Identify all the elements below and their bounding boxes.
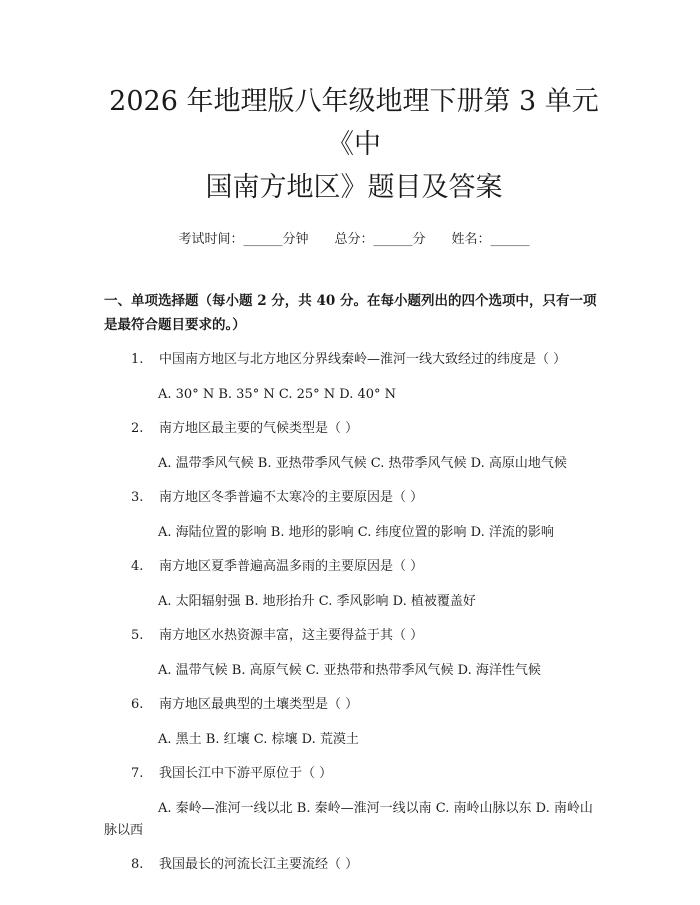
question-options: A. 30° N B. 35° N C. 25° N D. 40° N <box>158 387 397 402</box>
title-line-1: 2026 年地理版八年级地理下册第 3 单元《中 <box>109 86 599 160</box>
question-text <box>104 854 604 876</box>
question-options: A. 海陆位置的影响 B. 地形的影响 C. 纬度位置的影响 D. 洋流的影响 <box>158 525 554 540</box>
question-number: 2. <box>131 421 144 436</box>
question-2 <box>104 418 604 475</box>
document-title <box>104 0 604 209</box>
question-stem: 南方地区夏季普遍高温多雨的主要原因是（ ） <box>159 559 424 574</box>
exam-meta: 考试时间：______分钟 总分：______分 姓名：______ <box>178 232 530 247</box>
question-text <box>104 487 604 509</box>
question-stem: 南方地区水热资源丰富，这主要得益于其（ ） <box>159 628 424 643</box>
question-stem: 南方地区最典型的土壤类型是（ ） <box>159 697 359 712</box>
question-number: 3. <box>131 490 144 505</box>
question-stem: 南方地区冬季普遍不太寒冷的主要原因是（ ） <box>159 490 424 505</box>
section-title: 一、单项选择题（每小题 2 分，共 40 分。在每小题列出的四个选项中，只有一项是最符合题目要求的。） <box>104 293 597 333</box>
question-5 <box>104 625 604 682</box>
question-options: A. 温带季风气候 B. 亚热带季风气候 C. 热带季风气候 D. 高原山地气候 <box>158 456 567 471</box>
question-8 <box>104 854 604 876</box>
question-number: 4. <box>131 559 144 574</box>
title-line-2: 国南方地区》题目及答案 <box>205 172 503 203</box>
question-number: 6. <box>131 697 144 712</box>
question-7 <box>104 763 604 842</box>
question-stem: 我国长江中下游平原位于（ ） <box>159 766 333 781</box>
question-text <box>104 694 604 716</box>
question-options: A. 太阳辐射强 B. 地形抬升 C. 季风影响 D. 植被覆盖好 <box>158 594 476 609</box>
question-options: A. 秦岭—淮河一线以北 B. 秦岭—淮河一线以南 C. 南岭山脉以东 D. 南岭山脉以西 <box>104 801 593 838</box>
question-number: 8. <box>131 857 144 872</box>
question-text <box>104 763 604 785</box>
question-options: A. 黑土 B. 红壤 C. 棕壤 D. 荒漠土 <box>158 732 359 747</box>
question-number: 5. <box>131 628 144 643</box>
question-number: 7. <box>131 766 144 781</box>
question-text <box>104 349 604 371</box>
question-stem: 我国最长的河流长江主要流经（ ） <box>159 857 359 872</box>
question-6 <box>104 694 604 751</box>
question-text <box>104 625 604 647</box>
question-text <box>104 556 604 578</box>
question-stem: 中国南方地区与北方地区分界线秦岭—淮河一线大致经过的纬度是（ ） <box>159 352 567 367</box>
question-text <box>104 418 604 440</box>
question-1 <box>104 349 604 406</box>
question-options: A. 温带气候 B. 高原气候 C. 亚热带和热带季风气候 D. 海洋性气候 <box>158 663 541 678</box>
question-3 <box>104 487 604 544</box>
question-list <box>104 349 604 876</box>
question-4 <box>104 556 604 613</box>
question-stem: 南方地区最主要的气候类型是（ ） <box>159 421 359 436</box>
question-number: 1. <box>131 352 144 367</box>
